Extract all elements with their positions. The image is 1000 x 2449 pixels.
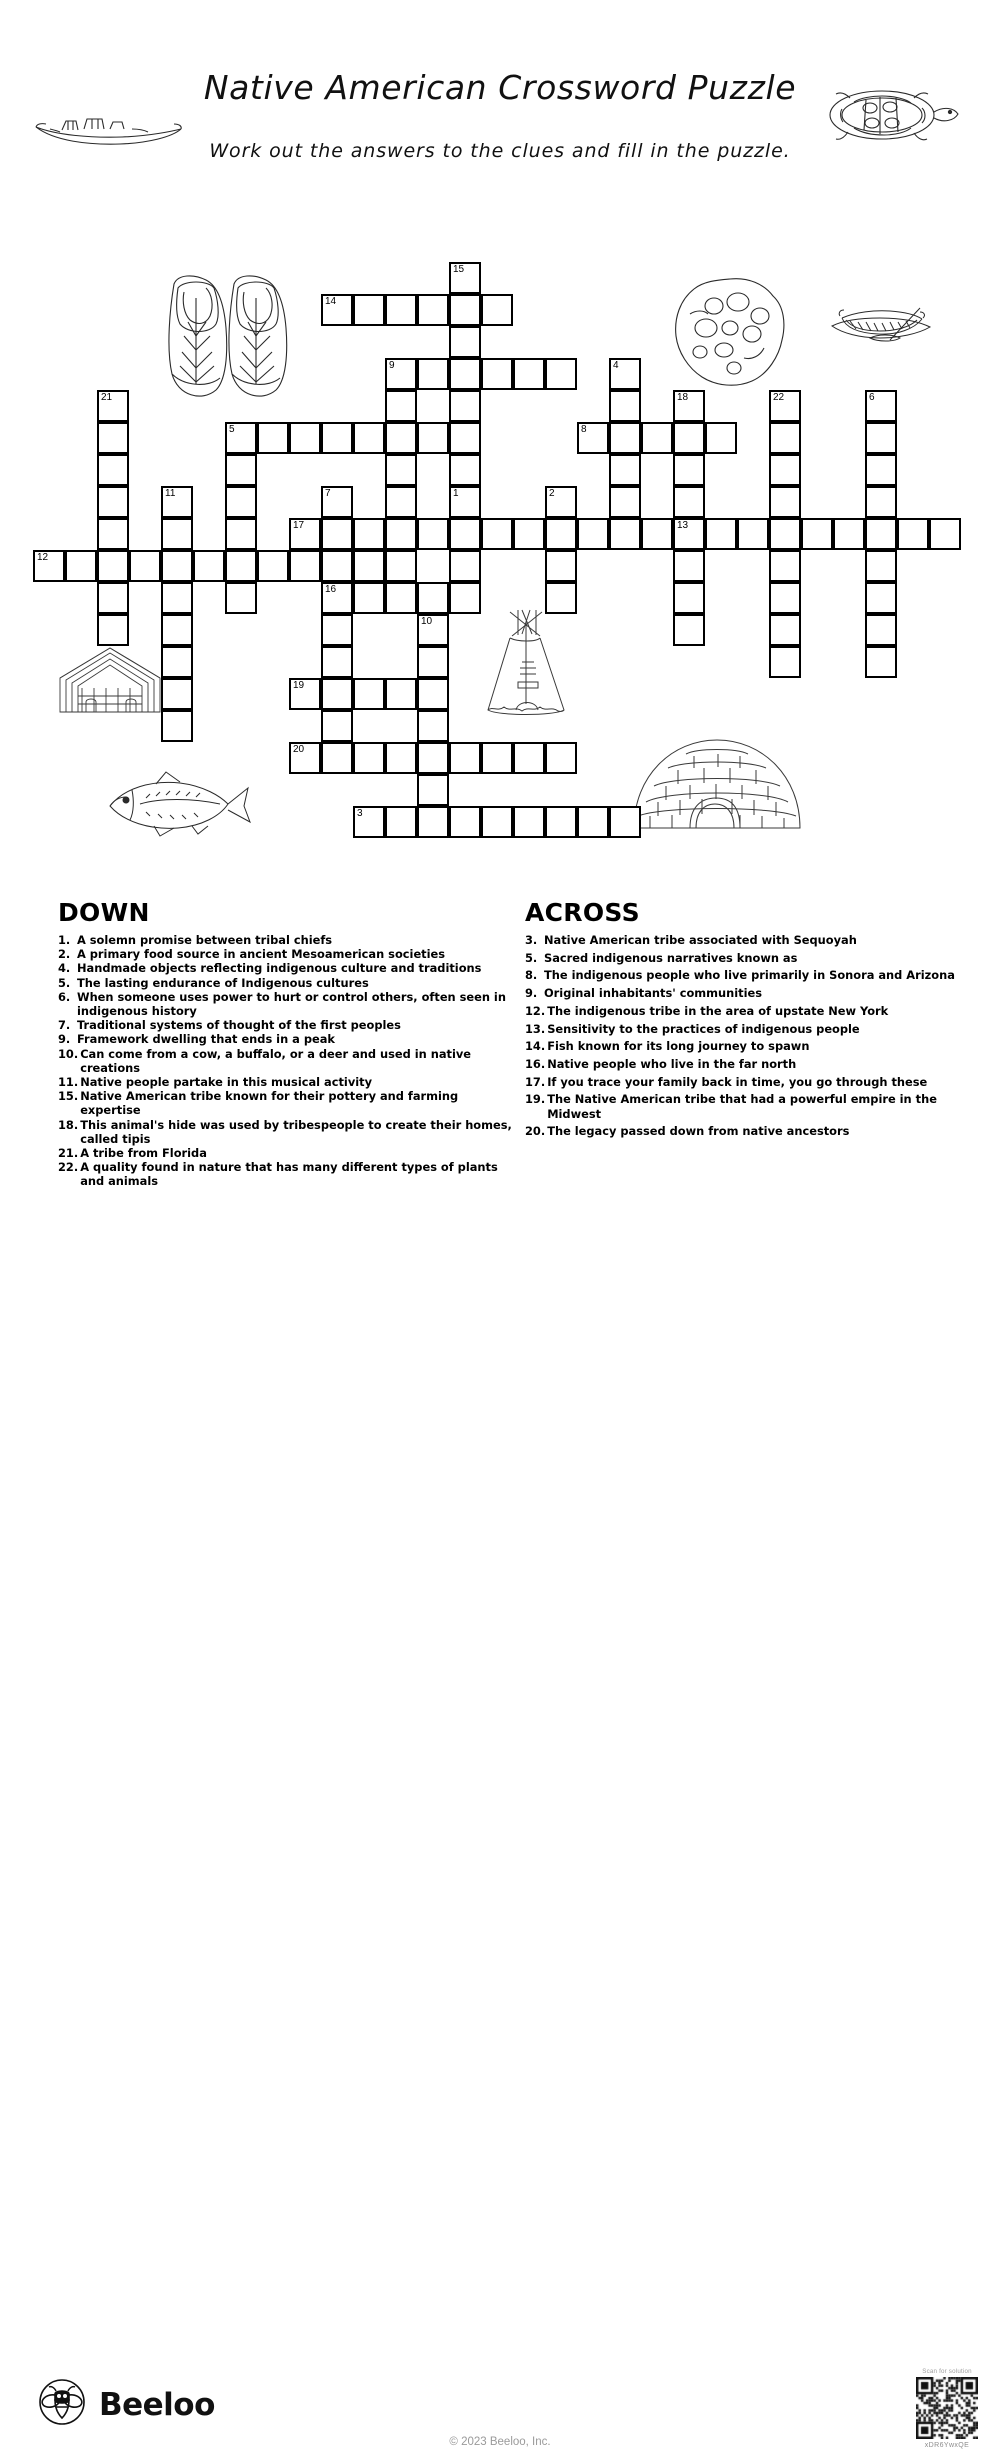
grid-cell[interactable] [769,582,801,614]
page-footer [0,1180,1000,2449]
grid-cell[interactable] [449,582,481,614]
grid-cell[interactable] [193,550,225,582]
grid-cell[interactable] [609,358,641,390]
clue-across-12 [525,1004,985,1018]
grid-cell[interactable] [769,518,801,550]
clue-number: 5. [58,975,71,990]
bee-logo-icon [38,2378,86,2431]
clue-down-9 [58,1032,513,1046]
clue-text: The legacy passed down from native ancestors [547,1124,850,1139]
clue-down-4 [58,961,513,975]
brand-name: Beeloo [99,2386,215,2423]
grid-cell[interactable] [609,518,641,550]
clue-text: If you trace your family back in time, you go through these [547,1074,928,1089]
grid-cell[interactable] [705,422,737,454]
clue-text: A solemn promise between tribal chiefs [77,933,333,947]
clue-number: 10. [58,1046,79,1061]
grid-cell[interactable] [417,806,449,838]
clues-down-list [58,933,513,1189]
grid-cell[interactable] [353,550,385,582]
clues-across-list [525,933,985,1138]
grid-cell-number: 1 [453,488,459,499]
clue-text: Original inhabitants' communities [544,986,763,1001]
grid-cell[interactable] [225,582,257,614]
grid-cell[interactable] [417,358,449,390]
clue-across-9 [525,986,985,1000]
clue-text: Handmade objects reflecting indigenous culture and traditions [77,961,482,976]
grid-cell[interactable] [385,454,417,486]
grid-cell[interactable] [385,518,417,550]
clue-number: 12. [525,1003,546,1018]
grid-cell[interactable] [225,518,257,550]
clue-number: 17. [525,1074,546,1089]
grid-cell-number: 17 [293,520,305,531]
clue-text: Fish known for its long journey to spawn [547,1039,810,1054]
clue-number: 18. [58,1117,79,1132]
grid-cell-number: 22 [773,392,785,403]
grid-cell[interactable] [929,518,961,550]
grid-cell[interactable] [417,614,449,646]
grid-cell[interactable] [769,422,801,454]
grid-cell[interactable] [33,550,65,582]
clue-down-11 [58,1075,513,1089]
grid-cell[interactable] [161,550,193,582]
grid-cell[interactable] [321,518,353,550]
clue-down-6 [58,990,513,1018]
grid-cell[interactable] [257,550,289,582]
grid-cell[interactable] [161,518,193,550]
grid-cell[interactable] [865,582,897,614]
grid-cell[interactable] [481,518,513,550]
grid-cell[interactable] [449,518,481,550]
clue-text: Can come from a cow, a buffalo, or a deer and used in native creations [80,1046,472,1075]
grid-cell[interactable] [289,550,321,582]
clue-text: This animal's hide was used by tribespeople to create their homes, called tipis [80,1117,512,1146]
clue-number: 22. [58,1160,79,1175]
grid-cell[interactable] [609,486,641,518]
clue-text: The indigenous tribe in the area of upstate New York [547,1003,889,1018]
grid-cell-number: 12 [37,552,49,563]
clue-down-21 [58,1146,513,1160]
clue-across-5 [525,951,985,965]
grid-cell[interactable] [737,518,769,550]
clue-number: 16. [525,1056,546,1071]
grid-cell[interactable] [353,678,385,710]
clue-across-19 [525,1092,985,1120]
grid-cell[interactable] [161,582,193,614]
grid-cell[interactable] [449,742,481,774]
grid-cell[interactable] [161,678,193,710]
grid-cell[interactable] [769,614,801,646]
grid-cell[interactable] [225,422,257,454]
grid-cell-number: 11 [165,488,176,499]
grid-cell[interactable] [225,550,257,582]
grid-cell[interactable] [385,678,417,710]
grid-cell[interactable] [865,550,897,582]
grid-cell[interactable] [769,646,801,678]
clue-text: Native American tribe known for their pottery and farming expertise [80,1089,459,1118]
grid-cell[interactable] [385,358,417,390]
grid-cell[interactable] [385,390,417,422]
grid-cell-number: 14 [325,296,337,307]
grid-cell[interactable] [385,806,417,838]
grid-cell[interactable] [321,486,353,518]
clue-down-1 [58,933,513,947]
grid-cell-number: 4 [613,360,619,371]
grid-cell[interactable] [65,550,97,582]
grid-cell-number: 18 [677,392,689,403]
grid-cell[interactable] [289,742,321,774]
clue-across-20 [525,1124,985,1138]
grid-cell[interactable] [417,294,449,326]
grid-cell[interactable] [865,454,897,486]
grid-cell[interactable] [289,518,321,550]
grid-cell[interactable] [321,614,353,646]
clue-text: The lasting endurance of Indigenous cultures [77,975,369,990]
grid-cell[interactable] [97,614,129,646]
copyright-text: © 2023 Beeloo, Inc. [449,2436,551,2448]
grid-cell[interactable] [161,710,193,742]
clue-text: Native people who live in the far north [547,1056,797,1071]
grid-cell[interactable] [97,390,129,422]
page-title: Native American Crossword Puzzle [203,68,797,107]
grid-cell[interactable] [449,422,481,454]
grid-cell-number: 21 [101,392,113,403]
grid-cell[interactable] [545,582,577,614]
grid-cell[interactable] [481,294,513,326]
grid-cell[interactable] [449,294,481,326]
grid-cell[interactable] [545,358,577,390]
grid-cell[interactable] [673,486,705,518]
grid-cell-number: 8 [581,424,587,435]
grid-cell[interactable] [705,518,737,550]
grid-cell[interactable] [129,550,161,582]
grid-cell[interactable] [321,710,353,742]
grid-cell[interactable] [449,390,481,422]
grid-cell[interactable] [257,422,289,454]
clue-number: 9. [525,986,538,1001]
clues-across-section [525,898,985,1142]
clue-text: When someone uses power to hurt or control others, often seen in indigenous history [77,989,506,1019]
qr-code-image[interactable] [916,2377,978,2439]
grid-cell[interactable] [321,294,353,326]
grid-cell[interactable] [385,582,417,614]
clue-down-5 [58,976,513,990]
grid-cell[interactable] [161,486,193,518]
grid-cell[interactable] [385,422,417,454]
grid-cell[interactable] [449,550,481,582]
grid-cell[interactable] [417,774,449,806]
grid-cell[interactable] [321,742,353,774]
grid-cell-number: 3 [357,808,363,819]
grid-cell[interactable] [481,742,513,774]
clues-down-heading: DOWN [58,898,150,927]
clue-text: A primary food source in ancient Mesoamerican societies [77,947,446,962]
grid-cell-number: 10 [421,616,433,627]
grid-cell[interactable] [161,614,193,646]
grid-cell[interactable] [769,486,801,518]
grid-cell[interactable] [449,806,481,838]
grid-cell[interactable] [321,582,353,614]
grid-cell[interactable] [865,486,897,518]
clue-down-2 [58,947,513,961]
grid-cell[interactable] [865,390,897,422]
grid-cell[interactable] [673,550,705,582]
grid-cell[interactable] [385,294,417,326]
grid-cell[interactable] [769,550,801,582]
clue-number: 13. [525,1021,546,1036]
clue-down-18 [58,1118,513,1146]
clue-number: 6. [58,989,71,1004]
grid-cell[interactable] [417,678,449,710]
grid-cell[interactable] [481,806,513,838]
grid-cell[interactable] [673,518,705,550]
grid-cell-number: 16 [325,584,337,595]
grid-cell[interactable] [417,710,449,742]
clue-number: 3. [525,933,538,947]
grid-cell[interactable] [321,422,353,454]
grid-cell[interactable] [577,518,609,550]
clue-number: 15. [58,1089,79,1104]
grid-cell[interactable] [641,518,673,550]
grid-cell-number: 19 [293,680,305,691]
clue-number: 7. [58,1018,71,1033]
clue-number: 14. [525,1039,546,1054]
clue-number: 1. [58,933,71,947]
clue-number: 20. [525,1124,546,1139]
grid-cell[interactable] [513,742,545,774]
clue-text: Sensitivity to the practices of indigenous people [547,1021,860,1036]
clue-number: 19. [525,1092,546,1107]
grid-cell[interactable] [417,518,449,550]
clue-text: Sacred indigenous narratives known as [544,950,798,965]
grid-cell[interactable] [609,806,641,838]
grid-cell[interactable] [97,582,129,614]
grid-cell[interactable] [673,454,705,486]
grid-cell[interactable] [97,486,129,518]
grid-cell[interactable] [289,678,321,710]
grid-cell[interactable] [353,742,385,774]
grid-cell[interactable] [609,390,641,422]
clues-down-section [58,898,513,1189]
grid-cell[interactable] [225,486,257,518]
clue-number: 11. [58,1075,79,1090]
grid-cell[interactable] [97,422,129,454]
grid-cell[interactable] [865,614,897,646]
grid-cell[interactable] [865,646,897,678]
grid-cell[interactable] [513,518,545,550]
grid-cell[interactable] [385,486,417,518]
clue-text: Traditional systems of thought of the first peoples [77,1018,401,1033]
grid-cell[interactable] [225,454,257,486]
clue-across-16 [525,1057,985,1071]
clue-text: Native people partake in this musical activity [80,1075,373,1090]
clue-text: The indigenous people who live primarily in Sonora and Arizona [544,968,955,983]
grid-cell[interactable] [97,518,129,550]
grid-cell[interactable] [449,454,481,486]
clue-across-17 [525,1075,985,1089]
grid-cell-number: 5 [229,424,235,435]
grid-cell[interactable] [449,262,481,294]
grid-cell[interactable] [545,550,577,582]
grid-cell[interactable] [801,518,833,550]
page-subtitle: Work out the answers to the clues and fill in the puzzle. [209,140,791,162]
grid-cell[interactable] [385,742,417,774]
grid-cell[interactable] [481,358,513,390]
grid-cell[interactable] [385,550,417,582]
qr-block [905,2368,989,2449]
qr-id-text: xDR6YwxQE [924,2442,970,2449]
brand-logo [38,2378,215,2431]
grid-cell[interactable] [545,518,577,550]
clue-text: A quality found in nature that has many different types of plants and animals [80,1160,498,1189]
clue-down-7 [58,1018,513,1032]
grid-cell[interactable] [769,390,801,422]
clues-across-heading: ACROSS [525,898,640,927]
clue-down-10 [58,1047,513,1075]
grid-cell-number: 15 [453,264,465,275]
grid-cell[interactable] [161,646,193,678]
grid-cell[interactable] [545,742,577,774]
grid-cell[interactable] [865,422,897,454]
grid-cell[interactable] [609,454,641,486]
grid-cell[interactable] [673,390,705,422]
clue-text: A tribe from Florida [80,1146,207,1161]
grid-cell[interactable] [289,422,321,454]
grid-cell[interactable] [417,582,449,614]
grid-cell[interactable] [353,582,385,614]
clue-across-3 [525,933,985,947]
grid-cell[interactable] [97,550,129,582]
clue-down-15 [58,1089,513,1117]
clue-number: 8. [525,968,538,983]
grid-cell[interactable] [353,422,385,454]
grid-cell[interactable] [449,486,481,518]
grid-cell[interactable] [449,358,481,390]
grid-cell[interactable] [769,454,801,486]
grid-cell[interactable] [641,422,673,454]
grid-cell[interactable] [321,646,353,678]
clue-across-13 [525,1022,985,1036]
grid-cell[interactable] [673,422,705,454]
grid-cell[interactable] [449,326,481,358]
qr-caption: Scan for solution [922,2368,972,2375]
grid-cell[interactable] [417,742,449,774]
clue-number: 4. [58,961,71,976]
grid-cell[interactable] [673,582,705,614]
grid-cell[interactable] [545,486,577,518]
grid-cell[interactable] [321,678,353,710]
grid-cell[interactable] [833,518,865,550]
grid-cell-number: 2 [549,488,555,499]
grid-cell[interactable] [353,294,385,326]
clue-number: 5. [525,950,538,965]
grid-cell[interactable] [513,806,545,838]
grid-cell[interactable] [545,806,577,838]
clue-text: Native American tribe associated with Sequoyah [544,933,857,947]
clue-number: 21. [58,1146,79,1161]
crossword-grid[interactable] [0,0,1000,880]
grid-cell[interactable] [417,646,449,678]
clue-number: 2. [58,947,71,962]
clue-across-8 [525,968,985,982]
clue-across-14 [525,1039,985,1053]
grid-cell[interactable] [865,518,897,550]
grid-cell[interactable] [577,806,609,838]
grid-cell-number: 9 [389,360,395,371]
grid-cell[interactable] [353,806,385,838]
grid-cell[interactable] [321,550,353,582]
grid-cell[interactable] [513,358,545,390]
grid-cell-number: 13 [677,520,689,531]
clue-number: 9. [58,1032,71,1047]
grid-cell[interactable] [609,422,641,454]
grid-cell[interactable] [97,454,129,486]
clue-text: The Native American tribe that had a powerful empire in the Midwest [547,1092,937,1121]
grid-cell-number: 6 [869,392,875,403]
grid-cell[interactable] [897,518,929,550]
grid-cell-number: 20 [293,744,305,755]
grid-cell[interactable] [353,518,385,550]
grid-cell-number: 7 [325,488,331,499]
grid-cell[interactable] [577,422,609,454]
grid-cell[interactable] [673,614,705,646]
clue-text: Framework dwelling that ends in a peak [77,1032,335,1047]
grid-cell[interactable] [417,422,449,454]
